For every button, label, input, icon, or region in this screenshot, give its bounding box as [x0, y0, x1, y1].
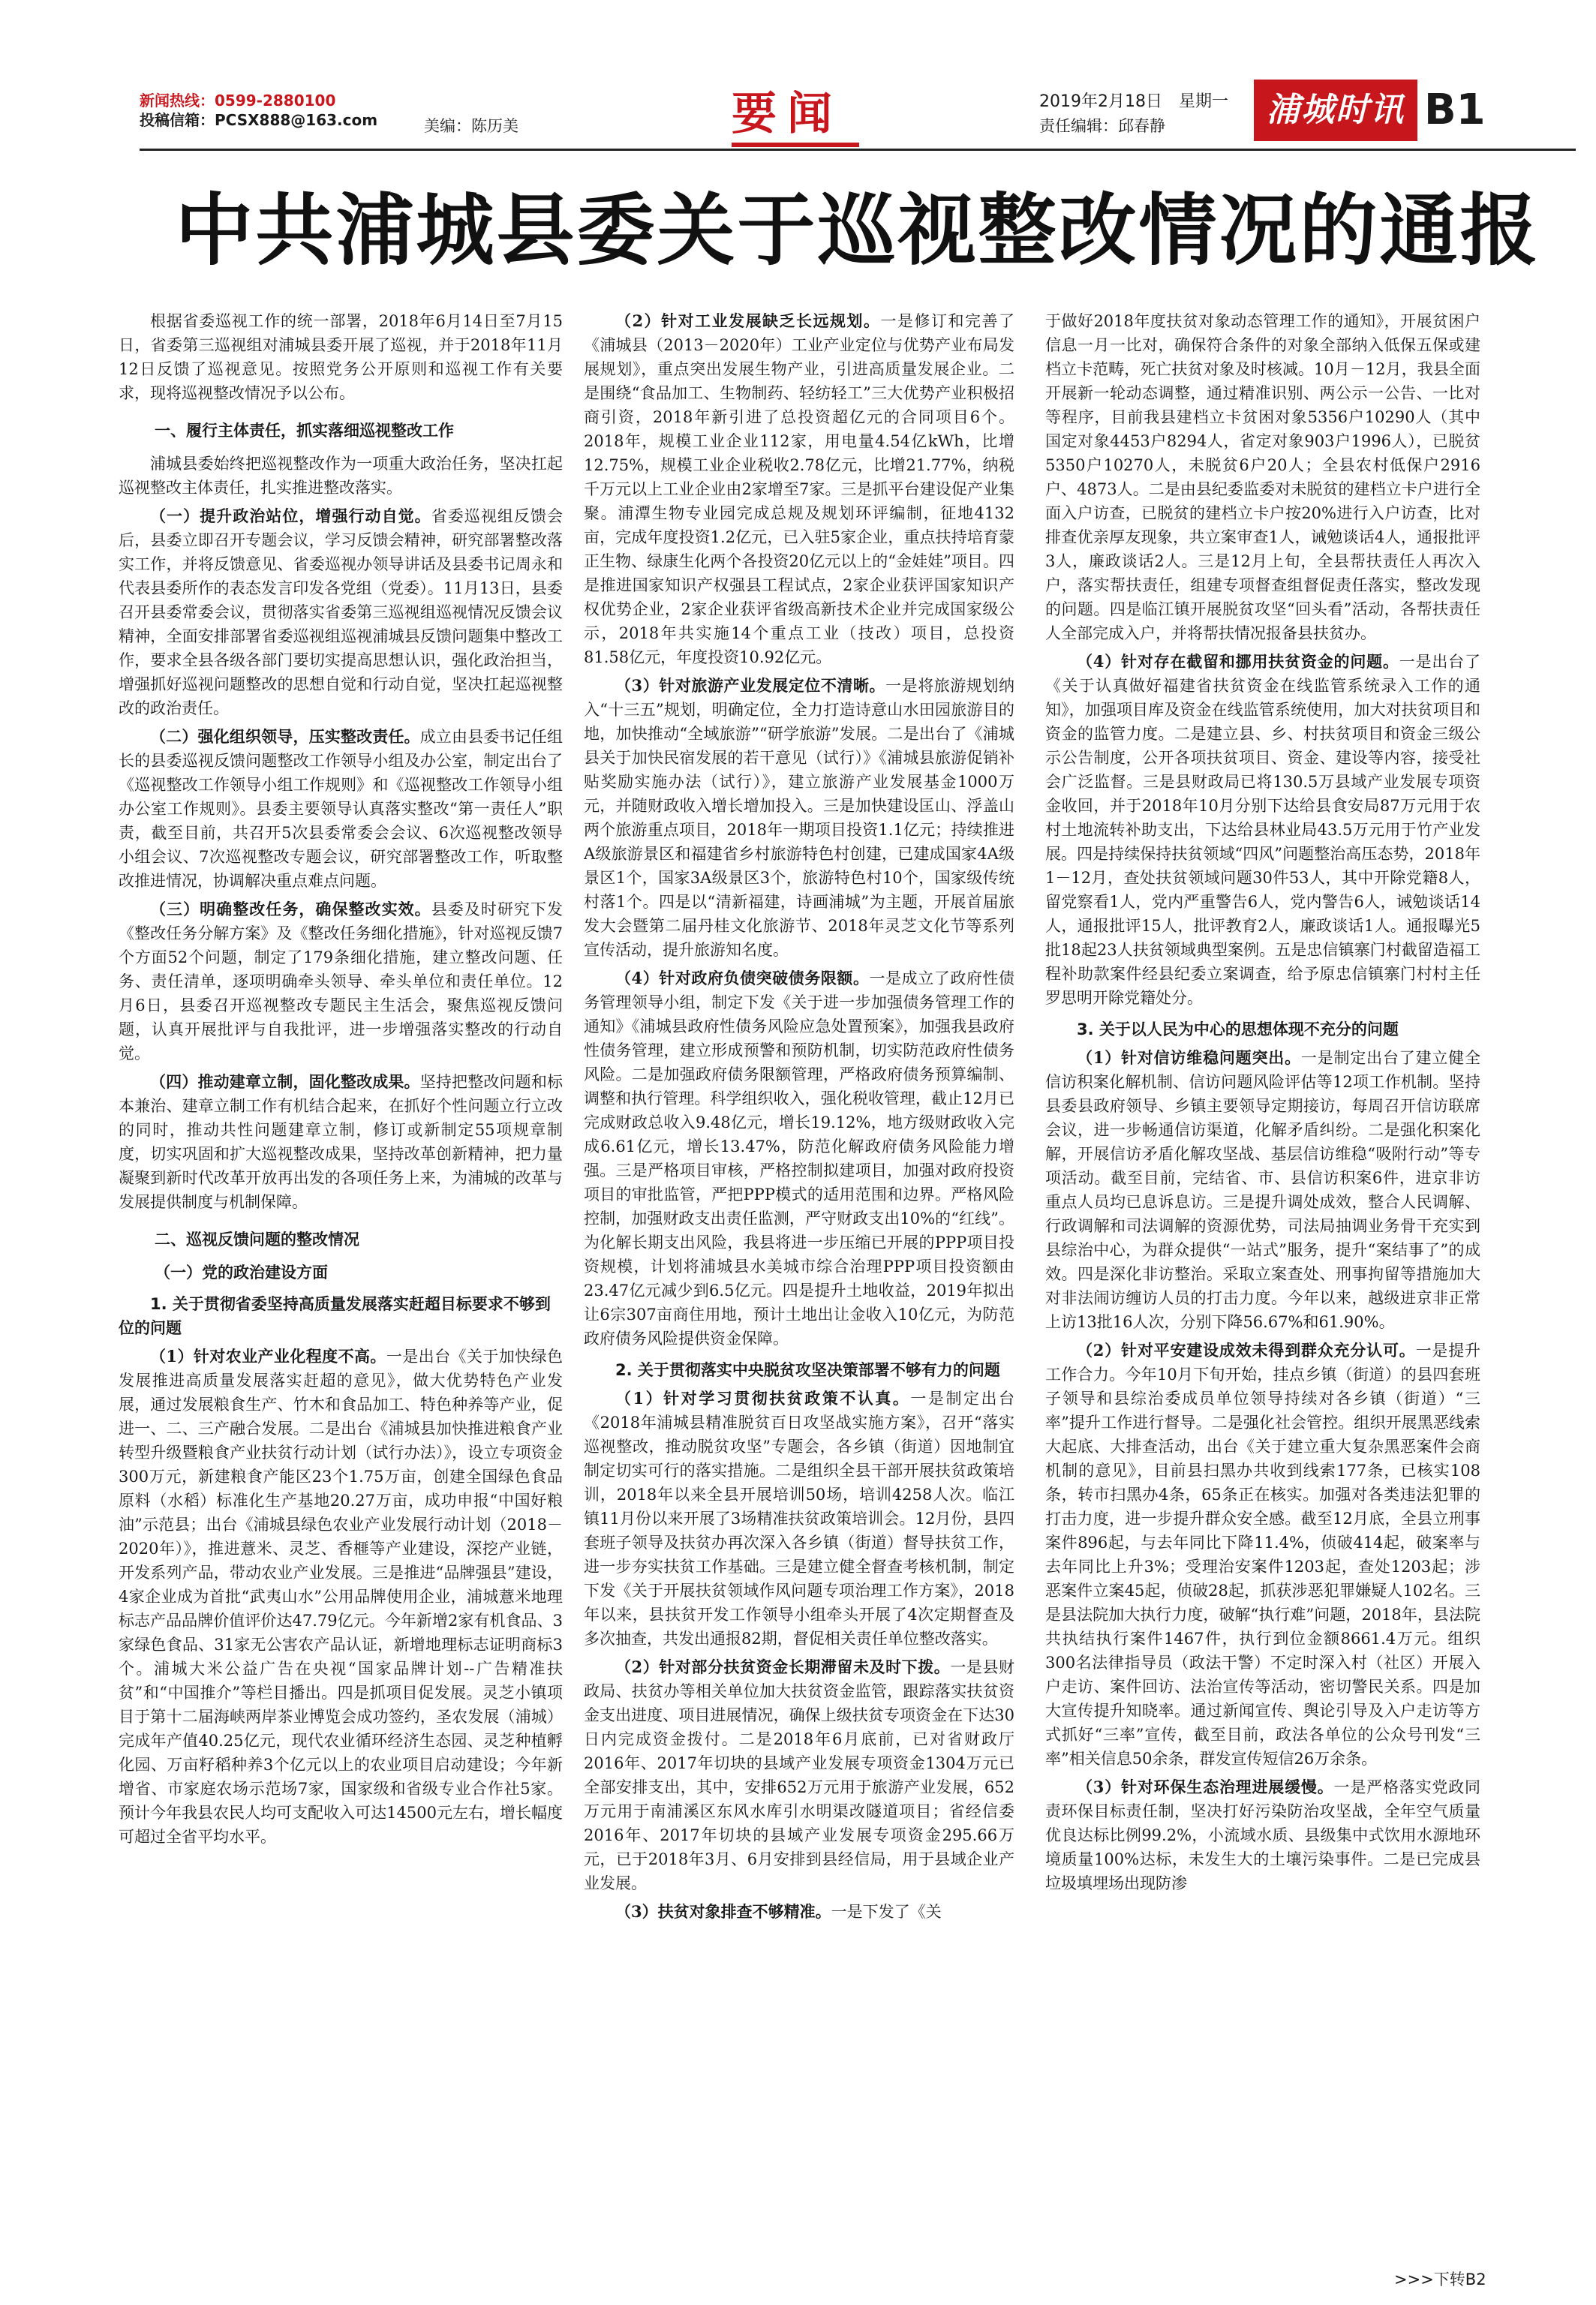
paragraph: （1）针对学习贯彻扶贫政策不认真。一是制定出台《2018年浦城县精准脱贫百日攻坚战实施方案》，召开“落实巡视整改，推动脱贫攻坚”专题会，各乡镇（街道）因地制宜制定切实可行的落实措施。二是组织全县干部开展扶贫政策培训，2018年以来全县开展培训50场，培训4258人次。临江镇11月份以来开展了3场精准扶贫政策培训会。12月份，县四套班子领导及扶贫办再次深入各乡镇（街道）督导扶贫工作，进一步夯实扶贫工作基础。三是建立健全督查考核机制，制定下发《关于开展扶贫领域作风问题专项治理工作方案》，2018年以来，县扶贫开发工作领导小组牵头开展了4次定期督查及多次抽查，共发出通报82期，督促相关责任单位整改落实。 [584, 1389, 1014, 1648]
issue-heading: 1. 关于贯彻省委坚持高质量发展落实赶超目标要求不够到位的问题 [119, 1295, 551, 1337]
issue-heading: 2. 关于贯彻落实中央脱贫攻坚决策部署不够有力的问题 [615, 1361, 1000, 1379]
paragraph-lead: （3）扶贫对象排查不够精准。 [615, 1902, 831, 1921]
paragraph-lead: （二）强化组织领导，压实整改责任。 [150, 727, 420, 746]
header-rule [140, 149, 1576, 151]
hotline-number: 0599-2880100 [215, 92, 336, 110]
paragraph: 浦城县委始终把巡视整改作为一项重大政治任务，坚决扛起巡视整改主体责任，扎实推进整改落实。 [119, 455, 563, 497]
paragraph: （2）针对部分扶贫资金长期滞留未及时下拨。一是县财政局、扶贫办等相关单位加大扶贫资金监管，跟踪落实扶贫资金支出进度、项目进展情况，确保上级扶贫专项资金在下达30日内完成资金拨付。二是2018年6月底前，已对省财政厅2016年、2017年切块的县域产业发展专项资金1304万元已全部安排支出，其中，安排652万元用于旅游产业发展，652万元用于南浦溪区东风水库引水明渠改隧道项目；省经信委2016年、2017年切块的县域产业发展专项资金295.66万元，已于2018年3月、6月安排到县经信局，用于县域企业产业发展。 [584, 1657, 1014, 1892]
issue-heading: 3. 关于以人民为中心的思想体现不充分的问题 [1077, 1020, 1399, 1038]
paragraph: （四）推动建章立制，固化整改成果。坚持把整改问题和标本兼治、建章立制工作有机结合起来，在抓好个性问题立行立改的同时，推动共性问题建章立制，修订或新制定55项规章制度，切实巩固和扩大巡视整改成果，坚持改革创新精神，把力量凝聚到新时代改革开放再出发的各项任务上来，为浦城的改革与发展提供制度与机制保障。 [119, 1072, 563, 1211]
issue-date: 2019年2月18日 星期一 [1039, 92, 1228, 111]
subsection-heading: （一）党的政治建设方面 [155, 1264, 328, 1282]
email-label: 投稿信箱： [140, 111, 215, 129]
responsible-editor: 责任编辑：邱春静 [1039, 117, 1165, 135]
email-address: PCSX888@163.com [215, 111, 378, 129]
paragraph-lead: （4）针对政府负债突破债务限额。 [615, 969, 870, 987]
section-underline [732, 143, 859, 147]
paragraph: （3）针对旅游产业发展定位不清晰。一是将旅游规划纳入“十三五”规划，明确定位，全力打造诗意山水田园旅游目的地，加快推动“全域旅游”“研学旅游”发展。二是出台了《浦城县关于加快民宿发展的若干意见（试行）》《浦城县旅游促销补贴奖励实施办法（试行）》，建立旅游产业发展基金1000万元，并随财政收入增长增加投入。三是加快建设匡山、浮盖山两个旅游重点项目，2018年一期项目投资1.1亿元；持续推进A级旅游景区和福建省乡村旅游特色村创建，已建成国家4A级景区1个，国家3A级景区3个，旅游特色村10个，国家级传统村落1个。四是以“清新福建，诗画浦城”为主题，开展首届旅发大会暨第二届丹桂文化旅游节、2018年灵芝文化节等系列宣传活动，提升旅游知名度。 [584, 676, 1014, 959]
section-name: 要闻 [732, 88, 843, 140]
paragraph: （4）针对政府负债突破债务限额。一是成立了政府性债务管理领导小组，制定下发《关于进一步加强债务管理工作的通知》《浦城县政府性债务风险应急处置预案》，加强我县政府性债务管理，建立形成预警和预防机制，切实防范政府性债务风险。二是加强政府债务限额管理，严格政府债务预算编制、调整和执行管理。科学组织收入，强化税收管理，截止12月已完成财政总收入9.48亿元，增长19.12%，地方级财政收入完成6.61亿元，增长13.47%，防范化解政府债务风险能力增强。三是严格项目审核，严格控制拟建项目，加强对政府投资项目的审批监管，严把PPP模式的适用范围和边界。严格风险控制，加强财政支出责任监测，严守财政支出10%的“红线”。为化解长期支出风险，我县将进一步压缩已开展的PPP项目投资规模，计划将浦城县水美城市综合治理PPP项目投资额由23.47亿元减少到6.5亿元。四是提升土地收益，2019年拟出让6宗307亩商住用地，预计土地出让金收入10亿元，为防范政府债务风险提供资金保障。 [584, 969, 1014, 1348]
page-number: B1 [1424, 86, 1486, 134]
article-column-3 [1045, 309, 1480, 2267]
article-column-2 [584, 309, 1014, 2267]
paragraph: （三）明确整改任务，确保整改实效。县委及时研究下发《整改任务分解方案》及《整改任务细化措施》，针对巡视反馈7个方面52个问题，制定了179条细化措施，建立整改问题、任务、责任清单，逐项明确牵头领导、牵头单位和责任单位。12月6日，县委召开巡视整改专题民主生活会，聚焦巡视反馈问题，认真开展批评与自我批评，进一步增强落实整改的行动自觉。 [119, 900, 563, 1062]
paragraph: （4）针对存在截留和挪用扶贫资金的问题。一是出台了《关于认真做好福建省扶贫资金在线监管系统录入工作的通知》，加强项目库及资金在线监管系统使用，加大对扶贫项目和资金的监管力度。二是建立县、乡、村扶贫项目和资金三级公示公告制度，公开各项扶贫项目、资金、建设等内容，接受社会广泛监督。三是县财政局已将130.5万县域产业发展专项资金收回，并于2018年10月分别下达给县食安局87万元用于农村土地流转补助支出，下达给县林业局43.5万元用于竹产业发展。四是持续保持扶贫领域“四风”问题整治高压态势，2018年1－12月，查处扶贫领域问题30件53人，其中开除党籍8人，留党察看1人，党内严重警告6人，党内警告6人，诫勉谈话14人，通报批评15人，批评教育2人，廉政谈话1人。通报曝光5批18起23人扶贫领域典型案例。五是忠信镇寨门村截留造福工程补助款案件经县纪委立案调查，给予原忠信镇寨门村村主任罗思明开除党籍处分。 [1045, 652, 1480, 1007]
page-header [0, 0, 1596, 150]
paragraph-lead: （2）针对工业发展缺乏长远规划。 [615, 311, 881, 330]
intro-paragraph: 根据省委巡视工作的统一部署，2018年6月14日至7月15日，省委第三巡视组对浦城县委开展了巡视，并于2018年11月12日反馈了巡视意见。按照党务公开原则和巡视工作有关要求，现将巡视整改情况予以公布。 [119, 312, 563, 402]
paragraph: （2）针对工业发展缺乏长远规划。一是修订和完善了《浦城县（2013－2020年）工业产业定位与优势产业布局发展规划》，重点突出发展生物产业，引进高质量发展企业。二是围绕“食品加工、生物制药、轻纺轻工”三大优势产业积极招商引资，2018年新引进了总投资超亿元的合同项目6个。2018年，规模工业企业112家，用电量4.54亿kWh，比增12.75%，规模工业企业税收2.78亿元，比增21.77%，纳税千万元以上工业企业由2家增至7家。三是抓平台建设促产业集聚。浦潭生物专业园完成总规及规划环评编制，征地4132亩，完成年度投资1.2亿元，已入驻5家企业，重点扶持培育蒙正生物、绿康生化两个各投资20亿元以上的“金娃娃”项目。四是推进国家知识产权强县工程试点，2家企业获评国家知识产权优势企业，2家企业获评省级高新技术企业并完成国家级公示，2018年共实施14个重点工业（技改）项目，总投资81.58亿元，年度投资10.92亿元。 [584, 311, 1014, 666]
hotline-label: 新闻热线： [140, 92, 215, 110]
section-heading-1: 一、履行主体责任，抓实落细巡视整改工作 [155, 422, 454, 440]
continued-on-next-page[interactable]: >>>下转B2 [1394, 2270, 1486, 2288]
submission-email [140, 110, 377, 131]
paragraph-lead: （2）针对部分扶贫资金长期滞留未及时下拨。 [615, 1657, 951, 1676]
paragraph: （二）强化组织领导，压实整改责任。成立由县委书记任组长的县委巡视反馈问题整改工作领导小组及办公室，制定出台了《巡视整改工作领导小组工作规则》和《巡视整改工作领导小组办公室工作规则》。县委主要领导认真落实整改“第一责任人”职责，截至目前，共召开5次县委常委会会议、6次巡视整改领导小组会议、7次巡视整改专题会议，研究部署整改工作，听取整改推进情况，协调解决重点难点问题。 [119, 727, 563, 890]
paragraph-lead: （4）针对存在截留和挪用扶贫资金的问题。 [1077, 652, 1399, 671]
paragraph-lead: （1）针对农业产业化程度不高。 [150, 1347, 386, 1366]
paragraph-lead: （一）提升政治站位，增强行动自觉。 [150, 506, 431, 525]
paragraph-lead: （2）针对平安建设成效未得到群众充分认可。 [1077, 1341, 1416, 1360]
paragraph-lead: （1）针对信访维稳问题突出。 [1077, 1048, 1301, 1067]
section-heading-2: 二、巡视反馈问题的整改情况 [155, 1231, 359, 1249]
continued-paragraph: 于做好2018年度扶贫对象动态管理工作的通知》，开展贫困户信息一月一比对，确保符合条件的对象全部纳入低保五保或建档立卡范畴，死亡扶贫对象及时核减。10月－12月，我县全面开展新一轮动态调整，通过精准识别、两公示一公告、一比对等程序，目前我县建档立卡贫困对象5356户10290人（其中国定对象4453户8294人，省定对象903户1996人），已脱贫5350户10270人，未脱贫6户20人；全县农村低保户2916户、4873人。二是由县纪委监委对未脱贫的建档立卡户进行全面入户访查，已脱贫的建档立卡户按20%进行入户访查，比对排查优亲厚友现象，共立案审查1人，诫勉谈话4人，通报批评3人，廉政谈话2人。三是12月上旬，全县帮扶责任人再次入户，落实帮扶责任，组建专项督查组督促责任落实，整改发现的问题。四是临江镇开展脱贫攻坚“回头看”活动，各帮扶责任人全部完成入户，并将帮扶情况报备县扶贫办。 [1045, 312, 1480, 642]
paragraph: （3）扶贫对象排查不够精准。一是下发了《关 [615, 1902, 942, 1921]
paragraph: （一）提升政治站位，增强行动自觉。省委巡视组反馈会后，县委立即召开专题会议，学习反馈会精神，研究部署整改落实工作，并将反馈意见、省委巡视办领导讲话及县委书记周永和代表县委所作的表态发言印发各党组（党委）。11月13日，县委召开县委常委会议，贯彻落实省委第三巡视组巡视情况反馈会议精神，全面安排部署省委巡视组巡视浦城县反馈问题集中整改工作，要求全县各级各部门要切实提高思想认识，强化政治担当，增强抓好巡视问题整改的思想自觉和行动自觉，坚决扛起巡视整改的政治责任。 [119, 506, 563, 717]
paragraph-lead: （三）明确整改任务，确保整改实效。 [150, 900, 431, 918]
art-editor: 美编：陈历美 [424, 117, 518, 135]
paragraph: （1）针对信访维稳问题突出。一是制定出台了建立健全信访积案化解机制、信访问题风险评估等12项工作机制。坚持县委县政府领导、乡镇主要领导定期接访，每周召开信访联席会议，进一步畅通信访渠道，化解矛盾纠纷。二是强化积案化解，开展信访矛盾化解攻坚战、基层信访维稳“吸附行动”等专项活动。截至目前，完结省、市、县信访积案6件，进京非访重点人员均已息诉息访。三是提升调处成效，整合人民调解、行政调解和司法调解的资源优势，司法局抽调业务骨干充实到县综治中心，为群众提供“一站式”服务，提升“案结事了”的成效。四是深化非访整治。采取立案查处、刑事拘留等措施加大对非法闹访缠访人员的打击力度。今年以来，越级进京非正常上访13批16人次，分别下降56.67%和61.90%。 [1045, 1048, 1480, 1331]
news-hotline [140, 90, 335, 111]
paragraph-lead: （3）针对环保生态治理进展缓慢。 [1077, 1778, 1334, 1796]
article-column-1 [119, 309, 563, 2267]
paragraph: （2）针对平安建设成效未得到群众充分认可。一是提升工作合力。今年10月下旬开始，挂点乡镇（街道）的县四套班子领导和县综治委成员单位领导持续对各乡镇（街道）“三率”提升工作进行督导。二是强化社会管控。组织开展黑恶线索大起底、大排查活动，出台《关于建立重大复杂黑恶案件会商机制的意见》，目前县扫黑办共收到线索177条，已核实108条，转市扫黑办4条，65条正在核实。加强对各类违法犯罪的打击力度，进一步提升群众安全感。截至12月底，全县立刑事案件896起，与去年同比下降11.4%，侦破414起，破案率与去年同比上升3%；受理治安案件1203起，查处1203起；涉恶案件立案45起，侦破28起，抓获涉恶犯罪嫌疑人102名。三是县法院加大执行力度，破解“执行难”问题，2018年，县法院共执结执行案件1467件，执行到位金额8661.4万元。组织300名法律指导员（政法干警）不定时深入村（社区）开展入户走访、案件回访、法治宣传等活动，密切警民关系。四是加大宣传提升知晓率。通过新闻宣传、舆论引导及入户走访等方式抓好“三率”宣传，截至目前，政法各单位的公众号刊发“三率”相关信息50余条，群发宣传短信26万余条。 [1045, 1341, 1480, 1768]
paragraph-lead: （3）针对旅游产业发展定位不清晰。 [615, 676, 886, 695]
paragraph-lead: （1）针对学习贯彻扶贫政策不认真。 [615, 1389, 911, 1408]
paragraph: （1）针对农业产业化程度不高。一是出台《关于加快绿色发展推进高质量发展落实赶超的意见》，做大优势特色产业发展，通过发展粮食生产、竹木和食品加工、特色种养等产业，促进一、二、三产融合发展。二是出台《浦城县加快推进粮食产业转型升级暨粮食产业扶贫行动计划（试行办法）》，设立专项资金300万元，新建粮食产能区23个1.75万亩，创建全国绿色食品原料（水稻）标准化生产基地20.27万亩，成功申报“中国好粮油”示范县；出台《浦城县绿色农业产业发展行动计划（2018－2020年）》，推进薏米、灵芝、香榧等产业建设，深挖产业链，开发系列产品，带动农业产业发展。三是推进“品牌强县”建设，4家企业成为首批“武夷山水”公用品牌使用企业，浦城薏米地理标志产品品牌价值评价达47.79亿元。今年新增2家有机食品、3家绿色食品、31家无公害农产品认证，新增地理标志证明商标3个。浦城大米公益广告在央视“国家品牌计划--广告精准扶贫”和“中国推介”等栏目播出。四是抓项目促发展。灵芝小镇项目于第十二届海峡两岸茶业博览会成功签约，圣农发展（浦城）完成年产值40.25亿元，现代农业循环经济生态园、灵芝种植孵化园、万亩籽稻种养3个亿元以上的农业项目启动建设；今年新增省、市家庭农场示范场7家，国家级和省级专业合作社5家。预计今年我县农民人均可支配收入可达14500元左右，增长幅度可超过全省平均水平。 [119, 1347, 563, 1846]
masthead-logo: 浦城时讯 [1254, 80, 1417, 141]
article-title: 中共浦城县委关于巡视整改情况的通报 [175, 185, 1540, 276]
paragraph-lead: （四）推动建章立制，固化整改成果。 [150, 1072, 420, 1091]
paragraph: （3）针对环保生态治理进展缓慢。一是严格落实党政同责环保目标责任制，坚决打好污染防治攻坚战，全年空气质量优良达标比例99.2%，小流域水质、县级集中式饮用水源地环境质量100%达标，未发生大的土壤污染事件。二是已完成县垃圾填埋场出现防渗 [1045, 1778, 1480, 1892]
